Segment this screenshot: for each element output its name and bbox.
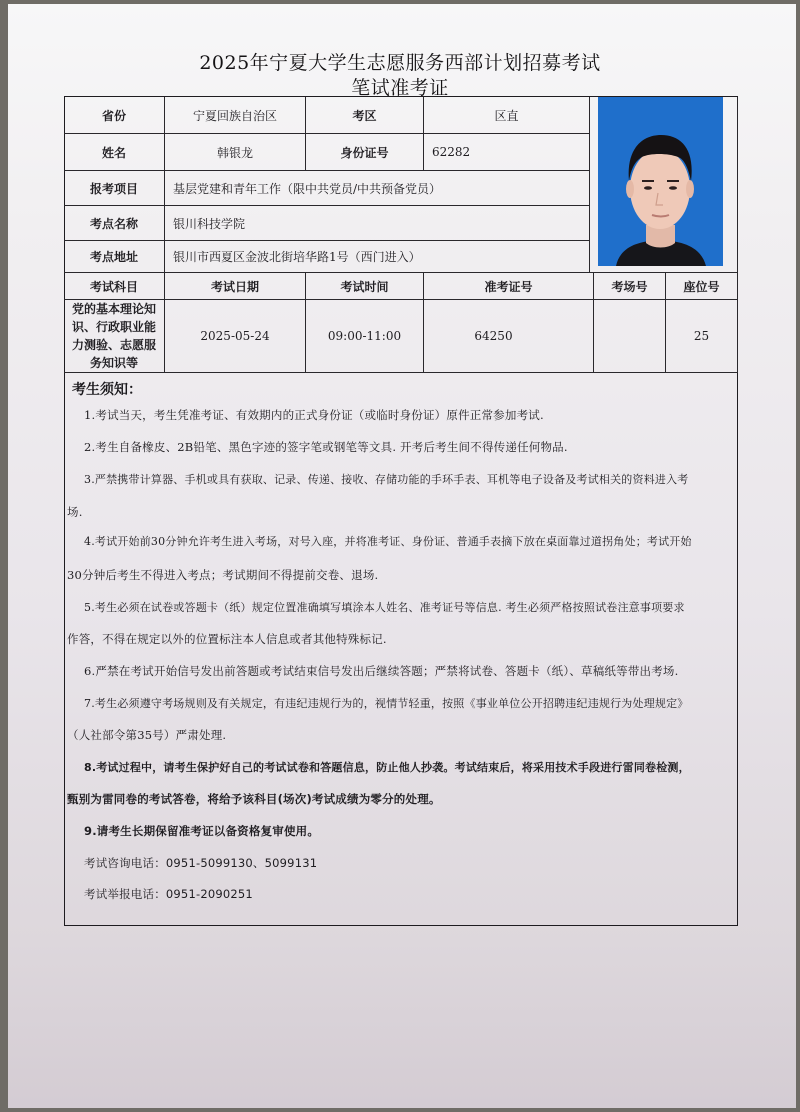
project-value: 基层党建和青年工作（限中共党员/中共预备党员） [165,171,590,206]
province-value: 宁夏回族自治区 [165,97,306,134]
notice-3-cont: 场. [67,505,83,519]
exam-time: 09:00-11:00 [306,300,424,373]
col-header-room-no: 考场号 [594,273,666,300]
exam-date: 2025-05-24 [165,300,306,373]
name-label: 姓名 [64,134,165,171]
province-label: 省份 [64,97,165,134]
notice-4: 4.考试开始前30分钟允许考生进入考场，对号入座，并将准考证、身份证、普通手表摘下放在桌面靠过道拐角处；考试开始 [84,535,692,548]
col-header-seat-no: 座位号 [666,273,738,300]
site-name-label: 考点名称 [64,206,165,241]
notice-3: 3.严禁携带计算器、手机或具有获取、记录、传递、接收、存储功能的手环手表、耳机等电子设备及考试相关的资料进入考 [84,473,689,486]
name-value: 韩银龙 [165,134,306,171]
person-portrait-icon [598,97,723,266]
ticket-number: 64250 [424,300,594,373]
col-header-ticket-no: 准考证号 [424,273,594,300]
id-number-label: 身份证号 [306,134,424,171]
notice-6: 6.严禁在考试开始信号发出前答题或考试结束信号发出后继续答题；严禁将试卷、答题卡（纸）、草稿纸等带出考场. [84,664,679,678]
notice-7-cont: （人社部令第35号）严肃处理. [67,728,227,742]
exam-subject-line: 务知识等 [89,356,138,370]
exam-subject-line: 党的基本理论知 [71,302,156,316]
col-header-subject: 考试科目 [64,273,165,300]
district-label: 考区 [306,97,424,134]
report-phone: 考试举报电话：0951-2090251 [84,887,253,901]
candidate-photo [598,97,723,266]
id-number-value: 62282 [424,134,590,171]
room-number [594,300,666,373]
seat-number: 25 [666,300,738,373]
notice-9: 9.请考生长期保留准考证以备资格复审使用。 [84,824,320,838]
notice-7: 7.考生必须遵守考场规则及有关规定，有违纪违规行为的，视情节轻重，按照《事业单位公开招聘违纪违规行为处理规定》 [84,697,689,710]
notice-5: 5.考生必须在试卷或答题卡（纸）规定位置准确填写填涂本人姓名、准考证号等信息. 考生必须严格按照试卷注意事项要求 [84,601,685,614]
document-title: 2025年宁夏大学生志愿服务西部计划招募考试 [199,52,601,74]
site-address-label: 考点地址 [64,241,165,273]
project-label: 报考项目 [64,171,165,206]
exam-subject-line: 识、行政职业能 [71,320,156,334]
notice-8: 8.考试过程中，请考生保护好自己的考试试卷和答题信息，防止他人抄袭。考试结束后，将采用技术手段进行雷同卷检测， [84,761,690,774]
notice-2: 2.考生自备橡皮、2B铅笔、黑色字迹的签字笔或钢笔等文具. 开考后考生间不得传递任何物品. [84,440,568,454]
col-header-time: 考试时间 [306,273,424,300]
notice-1: 1.考试当天，考生凭准考证、有效期内的正式身份证（或临时身份证）原件正常参加考试. [84,408,544,422]
site-address-value: 银川市西夏区金波北街培华路1号（西门进入） [165,241,590,273]
district-value: 区直 [424,97,590,134]
document-subtitle: 笔试准考证 [351,77,449,99]
exam-subject-line: 力测验、志愿服 [71,338,156,352]
exam-subject [64,300,165,373]
notice-4-cont: 30分钟后考生不得进入考点；考试期间不得提前交卷、退场. [67,568,379,582]
notices-heading: 考生须知： [72,382,142,398]
notice-8-cont: 甄别为雷同卷的考试答卷，将给予该科目(场次)考试成绩为零分的处理。 [67,792,441,806]
consult-phone: 考试咨询电话：0951-5099130、5099131 [84,856,318,870]
notice-5-cont: 作答，不得在规定以外的位置标注本人信息或者其他特殊标记. [67,632,387,646]
col-header-date: 考试日期 [165,273,306,300]
site-name-value: 银川科技学院 [165,206,590,241]
